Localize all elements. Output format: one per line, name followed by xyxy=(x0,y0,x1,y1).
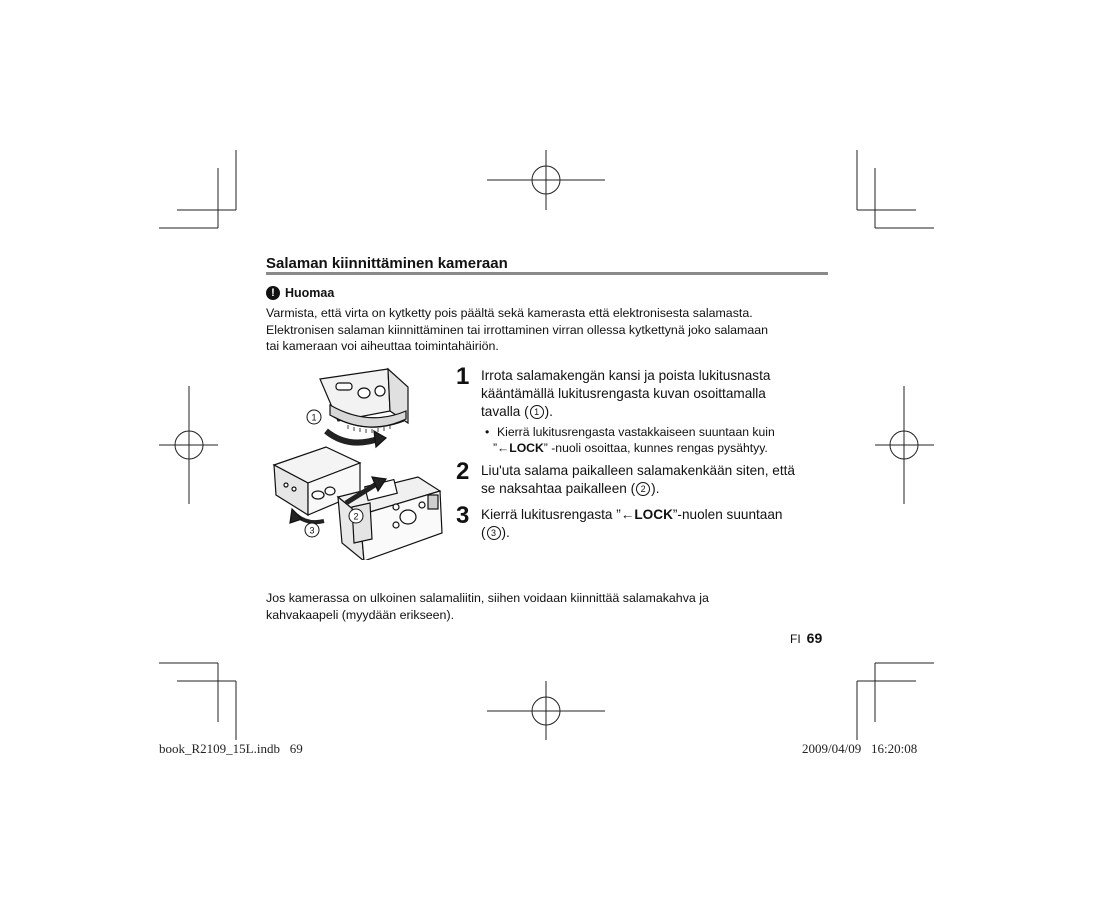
caution-text xyxy=(266,305,826,355)
step-line: tavalla ( 1 ). xyxy=(481,404,553,419)
page-number-value: 69 xyxy=(806,630,823,646)
registration-target-left xyxy=(159,386,218,504)
caution-line: Elektronisen salaman kiinnittäminen tai irrottaminen virran ollessa kytkettynä joko salamaan xyxy=(266,322,769,337)
bullet-icon: • xyxy=(485,425,490,439)
step-line: ( 3 ). xyxy=(481,525,510,540)
registration-target-bottom xyxy=(487,681,605,740)
step-line: Kierrä lukitusrengasta ”←LOCK”-nuolen suuntaan xyxy=(481,507,783,522)
circled-number: 2 xyxy=(636,482,650,496)
caution-line: tai kameraan voi aiheuttaa toimintahäiriön. xyxy=(266,339,499,353)
step-line: se naksahtaa paikalleen ( 2 ). xyxy=(481,481,660,496)
step-line: Irrota salamakengän kansi ja poista lukitusnasta xyxy=(481,368,771,383)
step-number: 1 xyxy=(456,363,470,390)
registration-target-right xyxy=(875,386,934,504)
step-number: 2 xyxy=(456,458,470,485)
section-title: Salaman kiinnittäminen kameraan xyxy=(266,255,508,272)
step-text xyxy=(481,506,831,542)
circled-number: 1 xyxy=(530,405,544,419)
step-text xyxy=(481,462,831,498)
slug-filename: book_R2109_15L.indb 69 xyxy=(159,741,303,756)
figure-callout-2: 2 xyxy=(353,511,359,522)
footnote xyxy=(266,590,709,623)
language-code: FI xyxy=(790,632,801,646)
caution-heading-label: Huomaa xyxy=(285,286,335,300)
title-underline xyxy=(266,272,828,275)
caution-line: Varmista, että virta on kytketty pois päältä sekä kamerasta että elektronisesta salamasta. xyxy=(266,306,753,320)
caution-heading xyxy=(266,286,334,300)
footnote-line: kahvakaapeli (myydään erikseen). xyxy=(266,607,455,622)
step-bullet: • Kierrä lukitusrengasta vastakkaiseen suuntaan kuin ”←LOCK” -nuoli osoittaa, kunnes rengas pysähtyy. xyxy=(481,424,831,456)
page-number xyxy=(790,630,822,646)
step-text xyxy=(481,367,831,456)
step-number: 3 xyxy=(456,502,470,529)
step-line: kääntämällä lukitusrengasta kuvan osoittamalla xyxy=(481,386,766,401)
exclamation-circle-icon: ! xyxy=(266,286,280,300)
footnote-line: Jos kamerassa on ulkoinen salamaliitin, siihen voidaan kiinnittää salamakahva ja xyxy=(266,591,709,605)
figure-callout-1: 1 xyxy=(311,412,317,423)
circled-number: 3 xyxy=(487,526,501,540)
flash-mounting-illustration xyxy=(268,365,448,560)
slug-timestamp: 2009/04/09 16:20:08 xyxy=(802,741,918,756)
step-line: Liu'uta salama paikalleen salamakenkään siten, että xyxy=(481,463,795,478)
registration-target-top xyxy=(487,150,605,210)
figure-callout-3: 3 xyxy=(309,525,315,536)
